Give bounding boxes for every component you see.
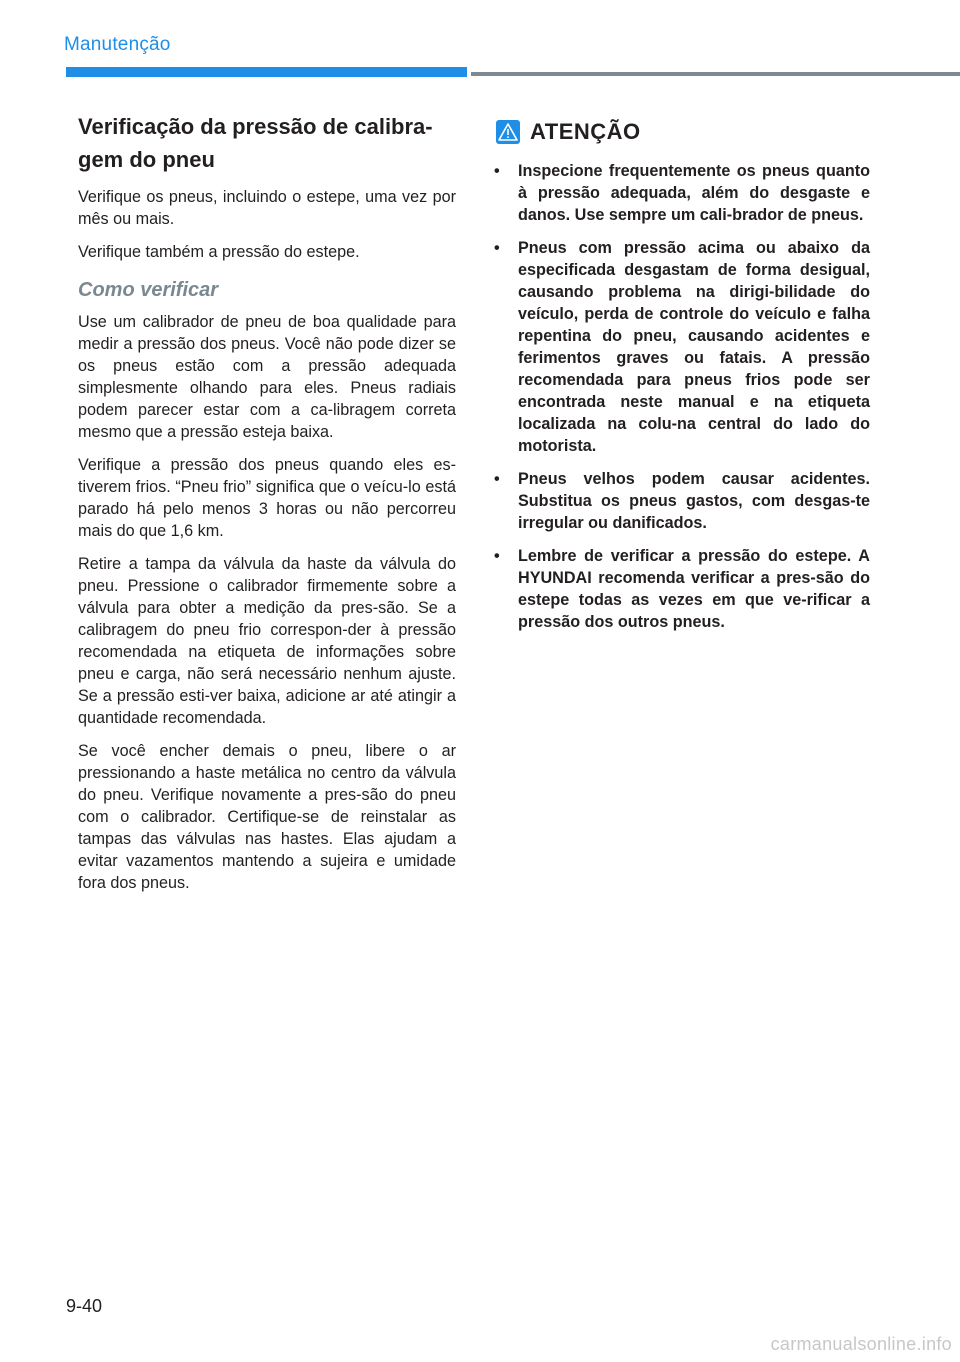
warning-triangle-icon bbox=[496, 120, 520, 144]
sub-heading: Como verificar bbox=[78, 279, 219, 301]
warning-item bbox=[494, 545, 870, 633]
header-bar-accent bbox=[66, 67, 467, 77]
warning-item bbox=[494, 468, 870, 534]
body-paragraph: Verifique a pressão dos pneus quando eles es-tiverem frios. “Pneu frio” significa que o veícu-lo está parado há pelo menos 3 horas ou não percorreu mais do que 1,6 km. bbox=[78, 456, 456, 540]
bullet-mark: • bbox=[494, 470, 500, 488]
warning-item bbox=[494, 160, 870, 226]
page-number: 9-40 bbox=[66, 1296, 103, 1316]
section-heading: Verificação da pressão de calibra-gem do pneu bbox=[78, 114, 433, 172]
body-paragraph: Retire a tampa da válvula da haste da válvula do pneu. Pressione o calibrador firmemente sobre a válvula para obter a medição da pres-são. Se a calibragem do pneu frio correspon-der à pressão recomendada na etiqueta de informações sobre pneu e carga, não será necessário nenhum ajuste. Se a pressão esti-ver baixa, adicione ar até atingir a quantidade recomendada. bbox=[78, 555, 456, 727]
warning-title: ATENÇÃO bbox=[530, 119, 641, 144]
warning-box bbox=[494, 114, 870, 644]
warning-item-text: Pneus com pressão acima ou abaixo da especificada desgastam de forma desigual, causando problema na dirigi-bilidade do veículo, perda de controle do veículo e falha repentina do pneu, causando acidentes e ferimentos graves ou fatais. A pressão recomendada para pneus frios pode ser encontrada neste manual e na etiqueta localizada na colu-na central do lado do motorista. bbox=[518, 239, 870, 455]
watermark: carmanualsonline.info bbox=[770, 1334, 952, 1354]
intro-paragraph: Verifique os pneus, incluindo o estepe, uma vez por mês ou mais. bbox=[78, 188, 456, 228]
bullet-mark: • bbox=[494, 162, 500, 180]
bullet-mark: • bbox=[494, 239, 500, 257]
header-bar-divider bbox=[471, 72, 960, 76]
warning-item-text: Lembre de verificar a pressão do estepe. A HYUNDAI recomenda verificar a pres-são do estepe todas as vezes em que ve-rificar a pressão dos outros pneus. bbox=[518, 547, 870, 631]
left-column bbox=[78, 110, 456, 905]
section-title: Manutenção bbox=[64, 34, 171, 55]
bullet-mark: • bbox=[494, 547, 500, 565]
intro-paragraph: Verifique também a pressão do estepe. bbox=[78, 243, 360, 261]
warning-item bbox=[494, 237, 870, 457]
body-paragraph: Use um calibrador de pneu de boa qualidade para medir a pressão dos pneus. Você não pode dizer se os pneus estão com a pressão adequada simplesmente olhando para eles. Pneus radiais podem parecer estar com a ca-libragem correta mesmo que a pressão esteja baixa. bbox=[78, 313, 456, 441]
warning-item-text: Pneus velhos podem causar acidentes. Substitua os pneus gastos, com desgas-te irregular ou danificados. bbox=[518, 470, 870, 532]
warning-item-text: Inspecione frequentemente os pneus quanto à pressão adequada, além do desgaste e danos. Use sempre um cali-brador de pneus. bbox=[518, 162, 870, 224]
warning-header bbox=[494, 114, 870, 150]
body-paragraph: Se você encher demais o pneu, libere o ar pressionando a haste metálica no centro da válvula do pneu. Verifique novamente a pres-são do pneu com o calibrador. Certifique-se de reinstalar as tampas das válvulas nas hastes. Elas ajudam a evitar vazamentos mantendo a sujeira e umidade fora dos pneus. bbox=[78, 742, 456, 892]
